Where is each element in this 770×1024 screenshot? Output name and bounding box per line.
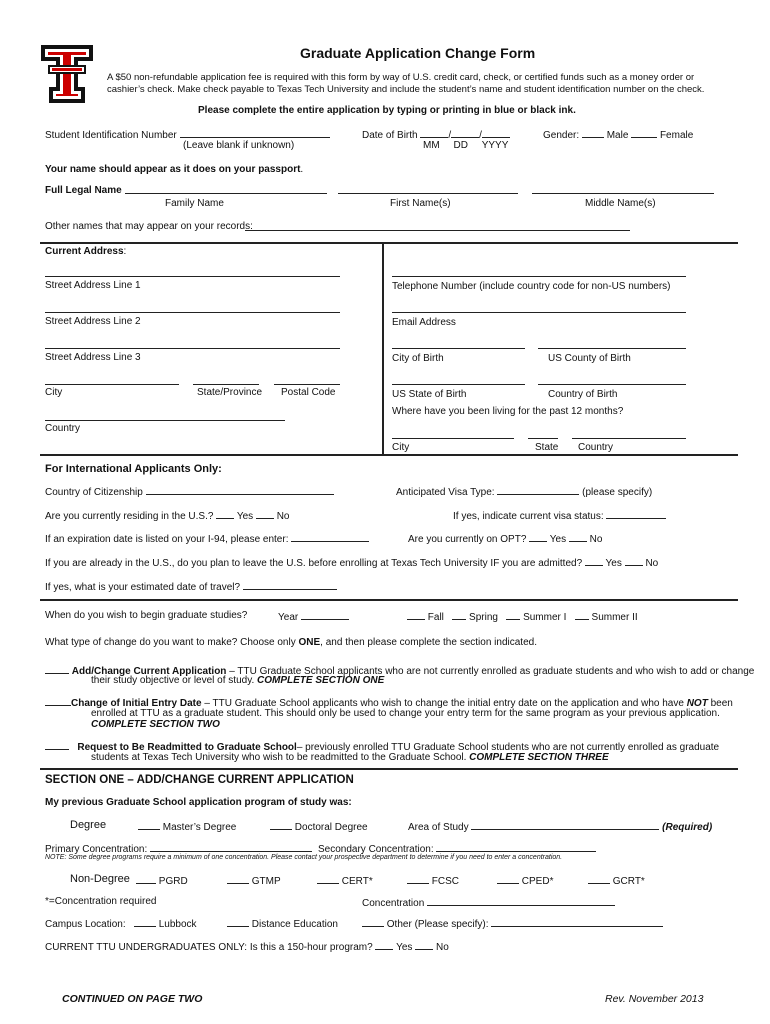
lubbock-blank[interactable] <box>134 917 156 927</box>
citizenship-row: Country of Citizenship <box>45 485 334 498</box>
opt-row: Are you currently on OPT? Yes No <box>408 534 603 545</box>
leave-no-blank[interactable] <box>625 556 643 566</box>
continued-footer: CONTINUED ON PAGE TWO <box>62 993 203 1005</box>
student-id-hint: (Leave blank if unknown) <box>183 140 295 151</box>
fall-blank[interactable] <box>407 610 425 620</box>
family-name-caption: Family Name <box>165 198 224 209</box>
middle-name-caption: Middle Name(s) <box>585 198 656 209</box>
other-names-label: Other names that may appear on your records: <box>45 221 253 232</box>
international-bottom-border <box>40 599 738 601</box>
leave-yes-blank[interactable] <box>585 556 603 566</box>
begin-studies-label: When do you wish to begin graduate studies? <box>45 610 248 621</box>
postal-field[interactable] <box>274 384 340 385</box>
page-title: Graduate Application Change Form <box>300 45 536 61</box>
non-degree-label: Non-Degree <box>70 873 130 885</box>
gtmp-row: GTMP <box>227 874 281 887</box>
living-state-caption: State <box>535 442 559 453</box>
term-row: Fall Spring Summer I Summer II <box>407 610 638 623</box>
doctoral-row: Doctoral Degree <box>270 820 368 833</box>
cped-blank[interactable] <box>497 874 519 884</box>
first-name-field[interactable] <box>338 193 518 194</box>
distance-blank[interactable] <box>227 917 249 927</box>
phone-caption: Telephone Number (include country code for non-US numbers) <box>392 281 671 292</box>
opt-no-blank[interactable] <box>569 532 587 542</box>
cert-blank[interactable] <box>317 874 339 884</box>
option2-blank[interactable] <box>45 696 71 706</box>
country-birth-caption: Country of Birth <box>548 389 618 400</box>
secondary-conc-field[interactable] <box>436 842 596 852</box>
address-bottom-border <box>40 454 738 456</box>
option-readmit-line2: students at Texas Tech University who wish to be readmitted to the Graduate School. COMPLETE SECTION THREE <box>91 752 609 763</box>
country-birth-field[interactable] <box>538 384 686 385</box>
residing-row: Are you currently residing in the U.S.? Yes No <box>45 511 290 522</box>
cped-row: CPED* <box>497 874 553 887</box>
current-address-heading: Current Address: <box>45 246 127 257</box>
living-12-months-label: Where have you been living for the past 12 months? <box>392 406 624 417</box>
hour150-no-blank[interactable] <box>415 940 433 950</box>
year-field[interactable] <box>301 610 349 620</box>
state-caption: State/Province <box>197 387 263 398</box>
summer1-blank[interactable] <box>506 610 520 620</box>
cert-row: CERT* <box>317 874 373 887</box>
travel-date-row: If yes, what is your estimated date of travel? <box>45 580 337 593</box>
street2-caption: Street Address Line 2 <box>45 316 141 327</box>
phone-field[interactable] <box>392 276 686 277</box>
residing-no-blank[interactable] <box>256 509 274 519</box>
visa-type-row: Anticipated Visa Type: (please specify) <box>396 487 653 498</box>
living-country-caption: Country <box>578 442 614 453</box>
us-county-birth-caption: US County of Birth <box>548 353 631 364</box>
masters-blank[interactable] <box>138 820 160 830</box>
state-field[interactable] <box>193 384 259 385</box>
other-names-field[interactable] <box>245 230 630 231</box>
student-id-field[interactable] <box>180 128 330 138</box>
citizenship-field[interactable] <box>146 485 334 495</box>
visa-type-field[interactable] <box>497 485 579 495</box>
gender-field: Gender: Male Female <box>543 130 694 141</box>
living-country-field[interactable] <box>572 438 686 439</box>
change-question: What type of change do you want to make? Choose only ONE, and then please complete the section indicated. <box>45 637 537 648</box>
leave-us-row: If you are already in the U.S., do you plan to leave the U.S. before enrolling at Texas Tech University IF you are admitted? Yes No <box>45 558 659 569</box>
street1-field[interactable] <box>45 276 340 277</box>
middle-name-field[interactable] <box>532 193 714 194</box>
opt-yes-blank[interactable] <box>529 532 547 542</box>
living-city-field[interactable] <box>392 438 514 439</box>
option-entry-date-complete: COMPLETE SECTION TWO <box>91 719 220 730</box>
campus-row: Campus Location: Lubbock <box>45 919 197 930</box>
concentration-field[interactable] <box>427 896 615 906</box>
option-add-change-line2: their study objective or level of study. COMPLETE SECTION ONE <box>91 675 385 686</box>
postal-caption: Postal Code <box>281 387 336 398</box>
address-top-border <box>40 242 738 244</box>
previous-program-label: My previous Graduate School application program of study was: <box>45 797 352 808</box>
conc-required-note: *=Concentration required <box>45 896 157 907</box>
street1-caption: Street Address Line 1 <box>45 280 141 291</box>
address-divider <box>382 242 384 454</box>
gcrt-blank[interactable] <box>588 874 610 884</box>
dob-month-field[interactable] <box>420 128 448 138</box>
secondary-conc-row: Secondary Concentration: <box>318 842 596 855</box>
dob-year-field[interactable] <box>482 128 510 138</box>
fee-note: A $50 non-refundable application fee is required with this form by way of U.S. credit card, check, or certified funds such as a money order or cashier’s check. Make check payable to Texas Tech University and include the student’s name and student identification number on the check. <box>107 72 705 95</box>
option-entry-date-line2: enrolled at TTU as a graduate student. This should only be used to change your entry term for the same program as your previous application. <box>91 708 720 719</box>
option-entry-date: Change of Initial Entry Date – TTU Graduate School applicants who wish to change the initial entry date on the application and who have NOT been <box>45 696 733 709</box>
international-heading: For International Applicants Only: <box>45 463 222 475</box>
pgrd-blank[interactable] <box>136 874 156 884</box>
street3-field[interactable] <box>45 348 340 349</box>
email-field[interactable] <box>392 312 686 313</box>
i94-row: If an expiration date is listed on your I-94, please enter: <box>45 532 369 545</box>
primary-conc-row: Primary Concentration: <box>45 842 312 855</box>
dob-day-field[interactable] <box>451 128 479 138</box>
living-city-caption: City <box>392 442 410 453</box>
option-add-change: Add/Change Current Application – TTU Graduate School applicants who are not currently enrolled as graduate students and who wish to add or change <box>45 664 754 677</box>
i94-field[interactable] <box>291 532 369 542</box>
option1-blank[interactable] <box>45 664 69 674</box>
fcsc-row: FCSC <box>407 874 459 887</box>
country-field[interactable] <box>45 420 285 421</box>
visa-status-row: If yes, indicate current visa status: <box>453 509 666 522</box>
summer2-blank[interactable] <box>575 610 589 620</box>
other-campus-blank[interactable] <box>362 917 384 927</box>
degree-label: Degree <box>70 819 107 831</box>
family-name-field[interactable] <box>125 193 327 194</box>
spring-blank[interactable] <box>452 610 466 620</box>
residing-yes-blank[interactable] <box>216 509 234 519</box>
primary-conc-field[interactable] <box>150 842 312 852</box>
gtmp-blank[interactable] <box>227 874 249 884</box>
concentration-note: NOTE: Some degree programs require a minimum of one concentration. Please contact your prospective department to determine if you need to enter a concentration. <box>45 854 563 861</box>
city-field[interactable] <box>45 384 179 385</box>
pgrd-row: PGRD <box>136 874 188 887</box>
email-caption: Email Address <box>392 317 456 328</box>
street3-caption: Street Address Line 3 <box>45 352 141 363</box>
instruction: Please complete the entire application by typing or printing in blue or black ink. <box>198 105 576 116</box>
other-campus-field[interactable] <box>491 917 663 927</box>
option3-blank[interactable] <box>45 740 69 750</box>
dob-label: Date of Birth / / <box>362 128 510 141</box>
masters-row: Master’s Degree <box>138 820 236 833</box>
us-county-birth-field[interactable] <box>538 348 686 349</box>
student-id-label: Student Identification Number <box>45 128 330 141</box>
gender-male-blank[interactable] <box>582 128 604 138</box>
section-one-heading: SECTION ONE – ADD/CHANGE CURRENT APPLICATION <box>45 774 354 786</box>
street2-field[interactable] <box>45 312 340 313</box>
first-name-caption: First Name(s) <box>390 198 451 209</box>
gcrt-row: GCRT* <box>588 874 645 887</box>
living-state-field[interactable] <box>528 438 558 439</box>
year-row: Year <box>278 610 349 623</box>
dob-format: MM DD YYYY <box>423 140 509 151</box>
doctoral-blank[interactable] <box>270 820 292 830</box>
full-name-label: Full Legal Name <box>45 185 122 196</box>
city-birth-caption: City of Birth <box>392 353 444 364</box>
other-campus-row: Other (Please specify): <box>362 917 663 930</box>
fcsc-blank[interactable] <box>407 874 429 884</box>
area-row: Area of Study (Required) <box>408 822 713 833</box>
revision-date: Rev. November 2013 <box>605 993 704 1005</box>
us-state-birth-field[interactable] <box>392 384 525 385</box>
hour150-row: CURRENT TTU UNDERGRADUATES ONLY: Is this a 150-hour program? Yes No <box>45 942 449 953</box>
us-state-birth-caption: US State of Birth <box>392 389 467 400</box>
travel-date-field[interactable] <box>243 580 337 590</box>
country-caption: Country <box>45 423 81 434</box>
distance-row: Distance Education <box>227 917 338 930</box>
visa-status-field[interactable] <box>606 509 666 519</box>
passport-note: Your name should appear as it does on your passport. <box>45 164 304 175</box>
gender-female-blank[interactable] <box>631 128 657 138</box>
city-caption: City <box>45 387 63 398</box>
hour150-yes-blank[interactable] <box>375 940 393 950</box>
double-t-logo <box>40 44 94 104</box>
option-readmit: Request to Be Readmitted to Graduate School– previously enrolled TTU Graduate School students who are not currently enrolled as graduate <box>45 740 719 753</box>
area-of-study-field[interactable] <box>471 820 659 830</box>
concentration-row: Concentration <box>362 896 615 909</box>
section-one-top-border <box>40 768 738 770</box>
city-birth-field[interactable] <box>392 348 525 349</box>
